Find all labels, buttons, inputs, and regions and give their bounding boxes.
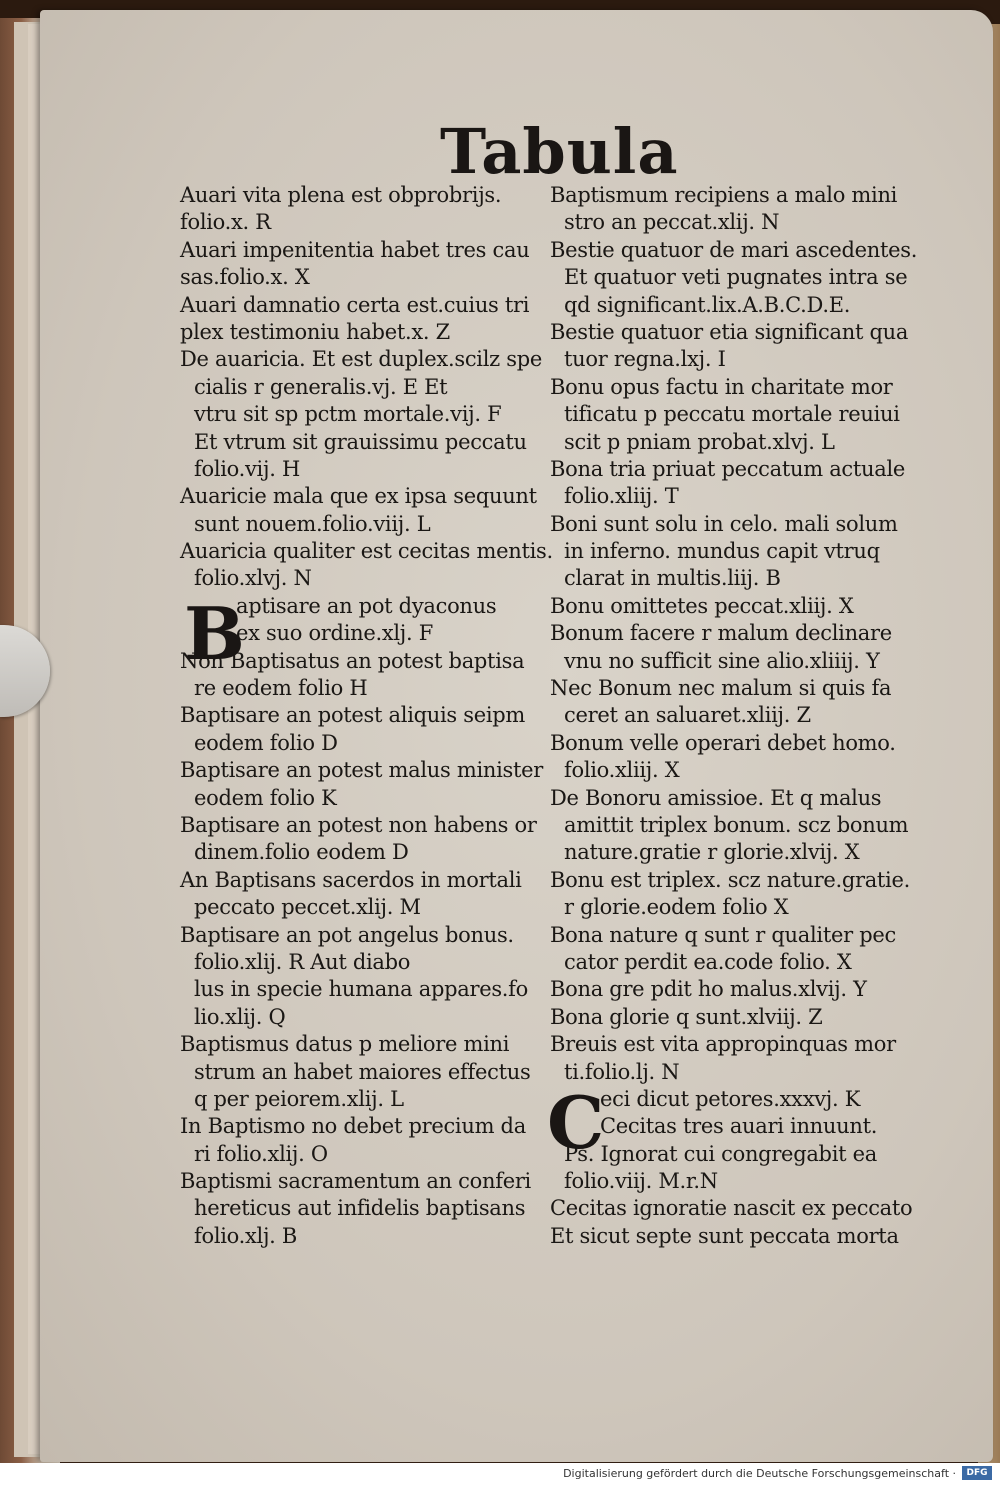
index-column-right (550, 182, 930, 1250)
index-line: Bona glorie q sunt.xlviij. Z (550, 1004, 823, 1029)
drop-cap-right: C (547, 1080, 605, 1165)
index-line: De Bonoru amissioe. Et q malus (550, 785, 882, 810)
index-line: Et quatuor veti pugnates intra se (564, 265, 908, 290)
index-line: Baptismi sacramentum an conferi (180, 1169, 531, 1194)
index-line: Cecitas ignoratie nascit ex peccato (550, 1196, 913, 1221)
index-line: folio.vij. H (194, 456, 300, 481)
index-line: folio.xlvj. N (194, 566, 312, 591)
index-line: amittit triplex bonum. scz bonum (564, 812, 909, 837)
index-line: dinem.folio eodem D (194, 840, 409, 865)
index-line: Baptisare an potest aliquis seipm (180, 703, 526, 728)
funding-credit: Digitalisierung gefördert durch die Deutsche Forschungsgemeinschaft · (563, 1467, 956, 1480)
index-line: folio.x. R (180, 210, 271, 235)
index-line: Bestie quatuor de mari ascedentes. (550, 237, 918, 262)
index-line: folio.xlj. B (194, 1223, 298, 1248)
index-line: ceret an saluaret.xliij. Z (564, 703, 811, 728)
index-line: Bonum facere r malum declinare (550, 621, 892, 646)
index-line: r glorie.eodem folio X (564, 895, 789, 920)
dfg-logo: DFG (962, 1466, 992, 1480)
index-line: Et sicut septe sunt peccata morta (550, 1223, 899, 1248)
index-line: sunt nouem.folio.viij. L (194, 511, 431, 536)
index-line: folio.xliij. X (564, 758, 680, 783)
index-line: Bona gre pdit ho malus.xlvij. Y (550, 977, 867, 1002)
credit-bar (0, 1463, 1000, 1485)
index-line: Bestie quatuor etia significant qua (550, 319, 909, 344)
index-line: Auari damnatio certa est.cuius tri (180, 292, 530, 317)
index-line: Auaricia qualiter est cecitas mentis. (180, 539, 553, 564)
index-line: clarat in multis.liij. B (564, 566, 781, 591)
index-line: Bonu omittetes peccat.xliij. X (550, 593, 854, 618)
index-line: ex suo ordine.xlj. F (236, 621, 434, 646)
index-line: Auari vita plena est obprobrijs. (180, 183, 502, 207)
index-line: An Baptisans sacerdos in mortali (180, 867, 522, 892)
index-line: in inferno. mundus capit vtruq (564, 539, 880, 564)
index-line: lus in specie humana appares.fo (194, 977, 529, 1002)
index-line: Ps. Ignorat cui congregabit ea (564, 1141, 877, 1166)
index-column-left (180, 182, 560, 1250)
index-line: eci dicut petores.xxxvj. K (600, 1086, 861, 1111)
index-line: vnu no sufficit sine alio.xliiij. Y (564, 648, 880, 673)
index-line: Baptisare an potest non habens or (180, 812, 537, 837)
index-line: De auaricia. Et est duplex.scilz spe (180, 347, 543, 372)
index-line: Nec Bonum nec malum si quis fa (550, 676, 892, 701)
index-line: Baptismum recipiens a malo mini (550, 183, 898, 207)
index-line: cator perdit ea.code folio. X (564, 949, 852, 974)
index-line: nature.gratie r glorie.xlvij. X (564, 840, 860, 865)
index-line: stro an peccat.xlij. N (564, 210, 780, 235)
page-title: Tabula (440, 115, 679, 188)
index-line: Boni sunt solu in celo. mali solum (550, 511, 898, 536)
index-line: hereticus aut infidelis baptisans (194, 1196, 526, 1221)
index-line: scit p pniam probat.xlvj. L (564, 429, 835, 454)
index-line: sas.folio.x. X (180, 265, 310, 290)
index-line: eodem folio K (194, 785, 337, 810)
index-line: Et vtrum sit grauissimu peccatu (194, 429, 527, 454)
index-line: aptisare an pot dyaconus (236, 593, 497, 618)
index-line: cialis r generalis.vj. E Et (194, 374, 448, 399)
index-line: tuor regna.lxj. I (564, 347, 726, 372)
index-line: Auaricie mala que ex ipsa sequunt (180, 484, 537, 509)
index-line: tificatu p peccatu mortale reuiui (564, 402, 900, 427)
index-line: Bonum velle operari debet homo. (550, 730, 896, 755)
index-line: eodem folio D (194, 730, 338, 755)
index-line: Baptisare an pot angelus bonus. (180, 922, 514, 947)
index-line: folio.viij. M.r.N (564, 1169, 718, 1194)
index-line: strum an habet maiores effectus (194, 1059, 531, 1084)
index-line: vtru sit sp pctm mortale.vij. F (194, 402, 502, 427)
index-line: Baptisare an potest malus minister (180, 758, 544, 783)
index-line: re eodem folio H (194, 676, 368, 701)
index-line: plex testimoniu habet.x. Z (180, 319, 450, 344)
index-line: In Baptismo no debet precium da (180, 1114, 526, 1139)
index-line: folio.xlij. R Aut diabo (194, 949, 411, 974)
index-line: Non Baptisatus an potest baptisa (180, 648, 525, 673)
index-line: ri folio.xlij. O (194, 1141, 328, 1166)
index-line: Bona nature q sunt r qualiter pec (550, 922, 896, 947)
index-line: lio.xlij. Q (194, 1004, 286, 1029)
index-line: Auari impenitentia habet tres cau (180, 237, 530, 262)
index-line: peccato peccet.xlij. M (194, 895, 421, 920)
index-line: Bona tria priuat peccatum actuale (550, 456, 906, 481)
index-line: Bonu est triplex. scz nature.gratie. (550, 867, 910, 892)
index-line: Baptismus datus p meliore mini (180, 1032, 510, 1057)
index-line: Cecitas tres auari innuunt. (600, 1114, 878, 1139)
drop-cap-left: B (184, 591, 245, 676)
index-line: q per peiorem.xlij. L (194, 1086, 404, 1111)
index-line: ti.folio.lj. N (564, 1059, 680, 1084)
index-line: Bonu opus factu in charitate mor (550, 374, 893, 399)
index-line: folio.xliij. T (564, 484, 679, 509)
index-line: qd significant.lix.A.B.C.D.E. (564, 292, 851, 317)
index-line: Breuis est vita appropinquas mor (550, 1032, 896, 1057)
